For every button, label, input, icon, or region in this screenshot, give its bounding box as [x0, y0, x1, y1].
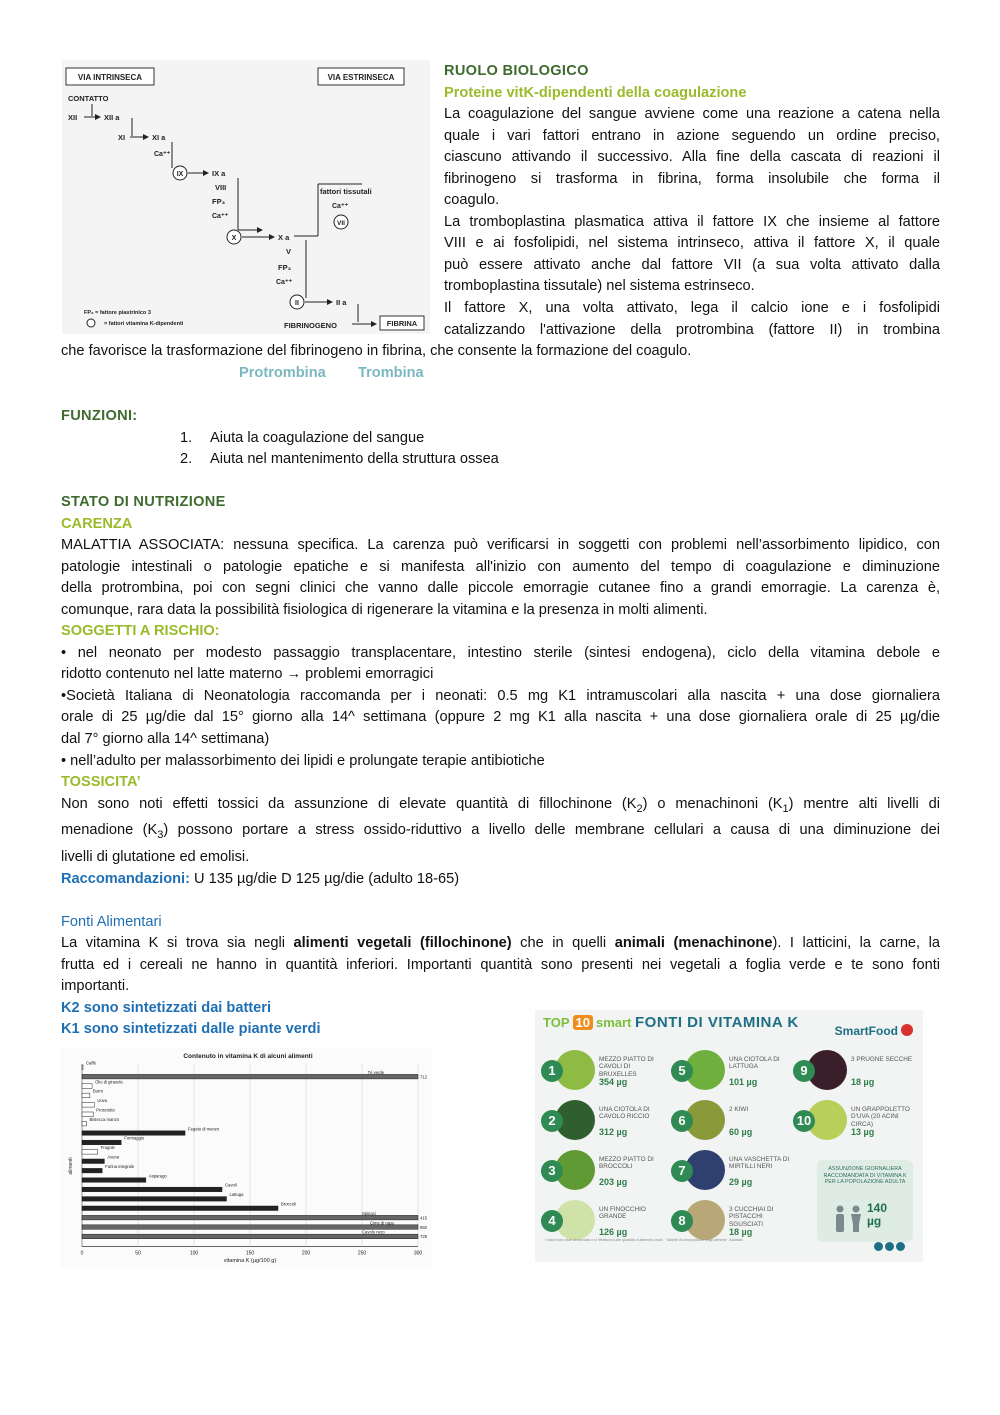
chart-bar: [82, 1131, 185, 1136]
chart-category-label: Bistecca manzo: [89, 1116, 120, 1122]
rischio-line2: ridotto contenuto nel latte materno → problemi emorragici: [61, 666, 434, 682]
chart-bar: [82, 1074, 418, 1079]
chart-bar: [82, 1103, 94, 1108]
chart-bar: [82, 1140, 121, 1145]
chart-bar: [82, 1112, 93, 1117]
chart-bar: [82, 1178, 146, 1183]
chart-bar: [82, 1159, 104, 1164]
chart-bar: [82, 1065, 83, 1070]
item-amount: 354 µg: [599, 1077, 628, 1087]
infographic-item: [793, 1100, 911, 1144]
factor-x: X: [231, 235, 237, 242]
carenza-heading: CARENZA: [61, 516, 133, 532]
item-description: UNA CIOTOLA DI LATTUGA: [729, 1056, 780, 1071]
tossicita-line3: livelli di glutatione ed emolisi.: [61, 849, 250, 865]
chart-value-label: 712: [420, 1074, 427, 1080]
carenza-line2: patologie intestinali o patologie epatiche e si manifesta all'inizio con aumento del tempo di coagulazione e diminuzione: [61, 559, 940, 575]
item-description: UNA CIOTOLA DI CAVOLO RICCIO: [599, 1106, 650, 1121]
item-number: 3: [541, 1160, 563, 1182]
chart-x-tick-label: 150: [245, 1250, 255, 1257]
chart-category-label: Fragole: [100, 1145, 115, 1151]
calcium-1: Ca⁺⁺: [154, 151, 171, 158]
chart-bar: [82, 1093, 90, 1098]
chart-category-label: Avena: [107, 1154, 120, 1160]
vitamin-k-content-chart: [60, 1048, 432, 1268]
fonti-line1: La vitamina K si trova sia negli alimenti vegetali (fillochinone) che in quelli animali (menachinone). I latticini, la carne, la: [61, 935, 940, 951]
chart-category-label: Cavolo nero: [362, 1229, 385, 1235]
legend-fp3: FP₃ = fattore piastrinico 3: [84, 310, 151, 316]
tossicita-line1: Non sono noti effetti tossici da assunzione di elevate quantità di fillochinone $(K_2)$ o menachinoni $(K_1)$ mentre alti livelli di: [61, 796, 940, 815]
tossicita-line2: menadione $(K_3)$ possono portare a stress ossido-riduttivo a livello delle membrane cellulari a causa di una diminuzione dei: [61, 822, 940, 841]
item-description: UN GRAPPOLETTO D'UVA (20 ACINI CIRCA): [851, 1106, 910, 1128]
factor-xiia: XII a: [104, 113, 120, 122]
instagram-icon[interactable]: [896, 1242, 905, 1251]
item-amount: 18 µg: [729, 1227, 753, 1237]
factor-viii: VIII: [215, 183, 227, 192]
ruolo-p3-line3: che favorisce la trasformazione del fibrinogeno in fibrina, che consente la formazione del coagulo.: [61, 343, 692, 359]
calcium-3: Ca⁺⁺: [332, 203, 349, 210]
infographic-item: [671, 1150, 789, 1194]
item-amount: 18 µg: [851, 1077, 875, 1087]
chart-ylabel: alimenti: [68, 1157, 74, 1175]
item-amount: 60 µg: [729, 1127, 753, 1137]
funzioni-item-1: Aiuta la coagulazione del sangue: [210, 430, 425, 446]
item-number: 10: [793, 1110, 815, 1132]
item-description: MEZZO PIATTO DI CAVOLI DI BRUXELLES: [599, 1056, 654, 1078]
chart-category-label: Cime di rapa: [370, 1220, 394, 1226]
chart-x-tick-label: 0: [80, 1250, 84, 1257]
factor-ii: II: [295, 300, 299, 307]
chart-category-label: Asparago: [148, 1173, 167, 1179]
fonti-line2: frutta ed i cereali ne hanno in quantità inferiori. Importanti quantità sono presenti nei vegetali a foglia verde e te sono fonti: [61, 957, 940, 973]
item-number: 9: [793, 1060, 815, 1082]
chart-bar: [82, 1187, 222, 1192]
factor-xi: XI: [118, 133, 126, 142]
factor-ixa: IX a: [212, 169, 226, 178]
ruolo-p2-line1: La tromboplastina plasmatica attiva il fattore IX che insieme al fattore: [444, 214, 940, 230]
infographic-item: [541, 1100, 659, 1144]
people-icon: [831, 1204, 865, 1234]
raccomandazioni-label: Raccomandazioni:: [61, 871, 190, 887]
ruolo-p3-line2: catalizzando l'attivazione della protrombina (fattore II) in trombina: [444, 322, 940, 338]
smartfood-logo: SmartFood: [835, 1024, 913, 1038]
factor-xa: X a: [278, 233, 290, 242]
rischio-line3: •Società Italiana di Neonatologia raccomanda per i neonati: 0.5 mg K1 intramuscolari alla nascita + una dose giornaliera: [61, 688, 940, 704]
funzioni-num-2: 2.: [180, 451, 193, 467]
funzioni-item-2: Aiuta nel mantenimento della struttura ossea: [210, 451, 499, 467]
chart-category-label: Cavoli: [225, 1182, 237, 1188]
rischio-heading: SOGGETTI A RISCHIO:: [61, 623, 220, 639]
chart-bar: [82, 1234, 418, 1239]
infographic-item: [793, 1050, 911, 1094]
item-number: 1: [541, 1060, 563, 1082]
chart-value-label: 650: [420, 1224, 427, 1230]
chart-x-tick-label: 300: [413, 1250, 423, 1257]
chart-x-tick-label: 100: [189, 1250, 199, 1257]
carenza-line3: della protrombina, poi con segni clinici che vanno dalle piccole emorragie cutanee fino a grandi emorragie. La carenza è,: [61, 580, 940, 596]
daily-intake-value: 140 µg: [867, 1201, 888, 1228]
chart-category-label: Caffè: [86, 1060, 96, 1066]
chart-x-tick-label: 250: [357, 1250, 367, 1257]
rischio-line6: • nell’adulto per malassorbimento dei lipidi e prolungate terapie antibiotiche: [61, 753, 545, 769]
daily-intake-box: [817, 1160, 913, 1242]
chart-category-label: Spinaci: [362, 1210, 376, 1216]
item-description: UNA VASCHETTA DI MIRTILLI NERI: [729, 1156, 790, 1171]
chart-category-label: Uova: [97, 1098, 108, 1104]
infographic-item: [671, 1050, 789, 1094]
coagulation-cascade-diagram: [62, 60, 430, 334]
item-description: UN FINOCCHIO GRANDE: [599, 1206, 646, 1221]
chart-bar: [82, 1206, 278, 1211]
ruolo-p1-line4: fibrinogeno si trasforma in fibrina, forma insolubile che forma il: [444, 171, 940, 187]
chart-title: Contenuto in vitamina K di alcuni alimenti: [183, 1053, 313, 1060]
chart-bar: [82, 1225, 418, 1230]
tossicita-heading: TOSSICITA’: [61, 774, 141, 790]
ruolo-heading: RUOLO BIOLOGICO: [444, 63, 589, 79]
rischio-line5: dal 7° giorno alla 14^ settimana): [61, 731, 270, 747]
item-number: 2: [541, 1110, 563, 1132]
factor-v: V: [286, 247, 292, 256]
chart-bar: [82, 1150, 98, 1155]
rischio-line4: orale di 25 µg/die dal 15° giorno alla 14^ settimana (oppure 2 mg K1 alla nascita + una dose giornaliera orale di 25 µg/die: [61, 709, 940, 725]
item-amount: 29 µg: [729, 1177, 753, 1187]
chart-category-label: Olio di girasole: [95, 1079, 123, 1085]
factor-xii: XII: [68, 113, 78, 122]
chart-category-label: Broccoli: [281, 1201, 296, 1207]
item-amount: 203 µg: [599, 1177, 628, 1187]
chart-bar: [82, 1215, 418, 1220]
legend-vitk: = fattori vitamina K-dipendenti: [104, 321, 184, 327]
item-description: 3 PRUGNE SECCHE: [851, 1056, 913, 1063]
funzioni-num-1: 1.: [180, 430, 193, 446]
ruolo-p1-line3: ciascuno attivando il successivo. Alla fine della cascata di reazioni il: [444, 149, 940, 165]
ruolo-p3-line1: Il fattore X, una volta attivato, lega il calcio ione e i fosfolipidi: [444, 300, 940, 316]
item-amount: 126 µg: [599, 1227, 628, 1237]
fp3-b: FP₃: [278, 263, 292, 272]
ruolo-subheading: Proteine vitK-dipendenti della coagulazione: [444, 85, 747, 101]
protrombina-label: Protrombina: [239, 365, 326, 381]
funzioni-heading: FUNZIONI:: [61, 408, 138, 424]
chart-category-label: Farina integrale: [105, 1163, 135, 1169]
ruolo-p2-line2: VIII e ai fosfolipidi, nel sistema intrinseco, attiva il fattore X, il quale: [444, 235, 940, 251]
chart-x-tick-label: 50: [135, 1250, 141, 1257]
k1-line: K1 sono sintetizzati dalle piante verdi: [61, 1021, 321, 1037]
carenza-line4: comunque, rara data la possibilità fisiologica di rigenerare la vitamina e la presenza in molti alimenti.: [61, 602, 708, 618]
fibrinogeno-label: FIBRINOGENO: [284, 321, 337, 330]
facebook-icon[interactable]: [885, 1242, 894, 1251]
daily-intake-text: ASSUNZIONE GIORNALIERA RACCOMANDATA DI VITAMINA K PER LA POPOLAZIONE ADULTA: [823, 1166, 907, 1186]
fibrina-label: FIBRINA: [386, 319, 418, 328]
trombina-label: Trombina: [358, 365, 424, 381]
fonti-heading: Fonti Alimentari: [61, 914, 162, 930]
calcium-4: Ca⁺⁺: [276, 279, 293, 286]
fattori-tissutali-label: fattori tissutali: [320, 187, 372, 196]
chart-category-label: Burro: [92, 1088, 104, 1094]
infographic-title: TOP 10 smart FONTI DI VITAMINA K: [543, 1014, 799, 1031]
chart-x-tick-label: 200: [301, 1250, 311, 1257]
raccomandazioni-value: U 135 µg/die D 125 µg/die (adulto 18-65): [189, 871, 460, 887]
chart-category-label: Formaggio: [124, 1135, 145, 1141]
ruolo-p1-line5: coagulo.: [444, 192, 500, 208]
twitter-icon[interactable]: [874, 1242, 883, 1251]
chart-category-label: Prosciutto: [96, 1107, 115, 1113]
apple-icon: [901, 1024, 913, 1036]
item-number: 8: [671, 1210, 693, 1232]
stato-heading: STATO DI NUTRIZIONE: [61, 494, 226, 510]
chart-value-label: 415: [420, 1215, 427, 1221]
rischio-line1: • nel neonato per modesto passaggio transplacentare, intestino sterile (sintesi endogena), ciclo della vitamina debole e: [61, 645, 940, 661]
infographic-item: [671, 1100, 789, 1144]
chart-category-label: Tè verde: [367, 1069, 385, 1075]
factor-iia: II a: [336, 298, 347, 307]
chart-category-label: Lattuga: [229, 1192, 244, 1198]
infographic-item: [541, 1150, 659, 1194]
contatto-label: CONTATTO: [68, 94, 109, 103]
chart-bar: [82, 1084, 92, 1089]
item-number: 6: [671, 1110, 693, 1132]
item-number: 7: [671, 1160, 693, 1182]
carenza-line1: MALATTIA ASSOCIATA: nessuna specifica. La carenza può verificarsi in soggetti con problemi nell’assorbimento lipidico, con: [61, 537, 940, 553]
fonti-line3: importanti.: [61, 978, 130, 994]
item-description: MEZZO PIATTO DI BROCCOLI: [599, 1156, 654, 1171]
smartfood-infographic: [535, 1010, 923, 1262]
ruolo-p2-line3: può essere attivato anche dal fattore VII (a sua volta attivato dalla: [444, 257, 940, 273]
fp3-a: FP₃: [212, 197, 226, 206]
chart-value-label: 729: [420, 1234, 427, 1240]
via-intrinseca-label: VIA INTRINSECA: [77, 73, 143, 82]
chart-xlabel: vitamina K (µg/100 g): [223, 1258, 277, 1264]
factor-xia: XI a: [152, 133, 166, 142]
chart-bar: [82, 1121, 86, 1126]
via-estrinseca-label: VIA ESTRINSECA: [327, 73, 395, 82]
item-description: 3 CUCCHIAI DI PISTACCHI SGUSCIATI: [729, 1206, 774, 1228]
calcium-2: Ca⁺⁺: [212, 213, 229, 220]
ruolo-p1-line1: La coagulazione del sangue avviene come una reazione a catena nella: [444, 106, 940, 122]
raccomandazioni-line: [61, 869, 459, 891]
ruolo-p1-line2: quale i vari fattori entrano in azione seguendo un ordine preciso,: [444, 128, 940, 144]
item-description: 2 KIWI: [729, 1106, 749, 1113]
factor-vii: VII: [337, 220, 345, 227]
item-number: 5: [671, 1060, 693, 1082]
infographic-item: [541, 1050, 659, 1094]
chart-bar: [82, 1197, 226, 1202]
infographic-footnote: I valori sono stati arrotondati e si riferiscono alle quantità di alimento crudo · Tabelle di composizione degli alimenti · Adattato: [545, 1238, 743, 1242]
k2-line: K2 sono sintetizzati dai batteri: [61, 1000, 272, 1016]
item-amount: 101 µg: [729, 1077, 758, 1087]
chart-category-label: Fegato di manzo: [188, 1126, 220, 1132]
social-icons: [872, 1238, 905, 1256]
factor-ix: IX: [176, 171, 184, 178]
chart-bar: [82, 1168, 102, 1173]
item-amount: 312 µg: [599, 1127, 628, 1137]
item-number: 4: [541, 1210, 563, 1232]
item-amount: 13 µg: [851, 1127, 875, 1137]
ruolo-p2-line4: tromboplastina tissutale) nel sistema estrinseco.: [444, 278, 755, 294]
